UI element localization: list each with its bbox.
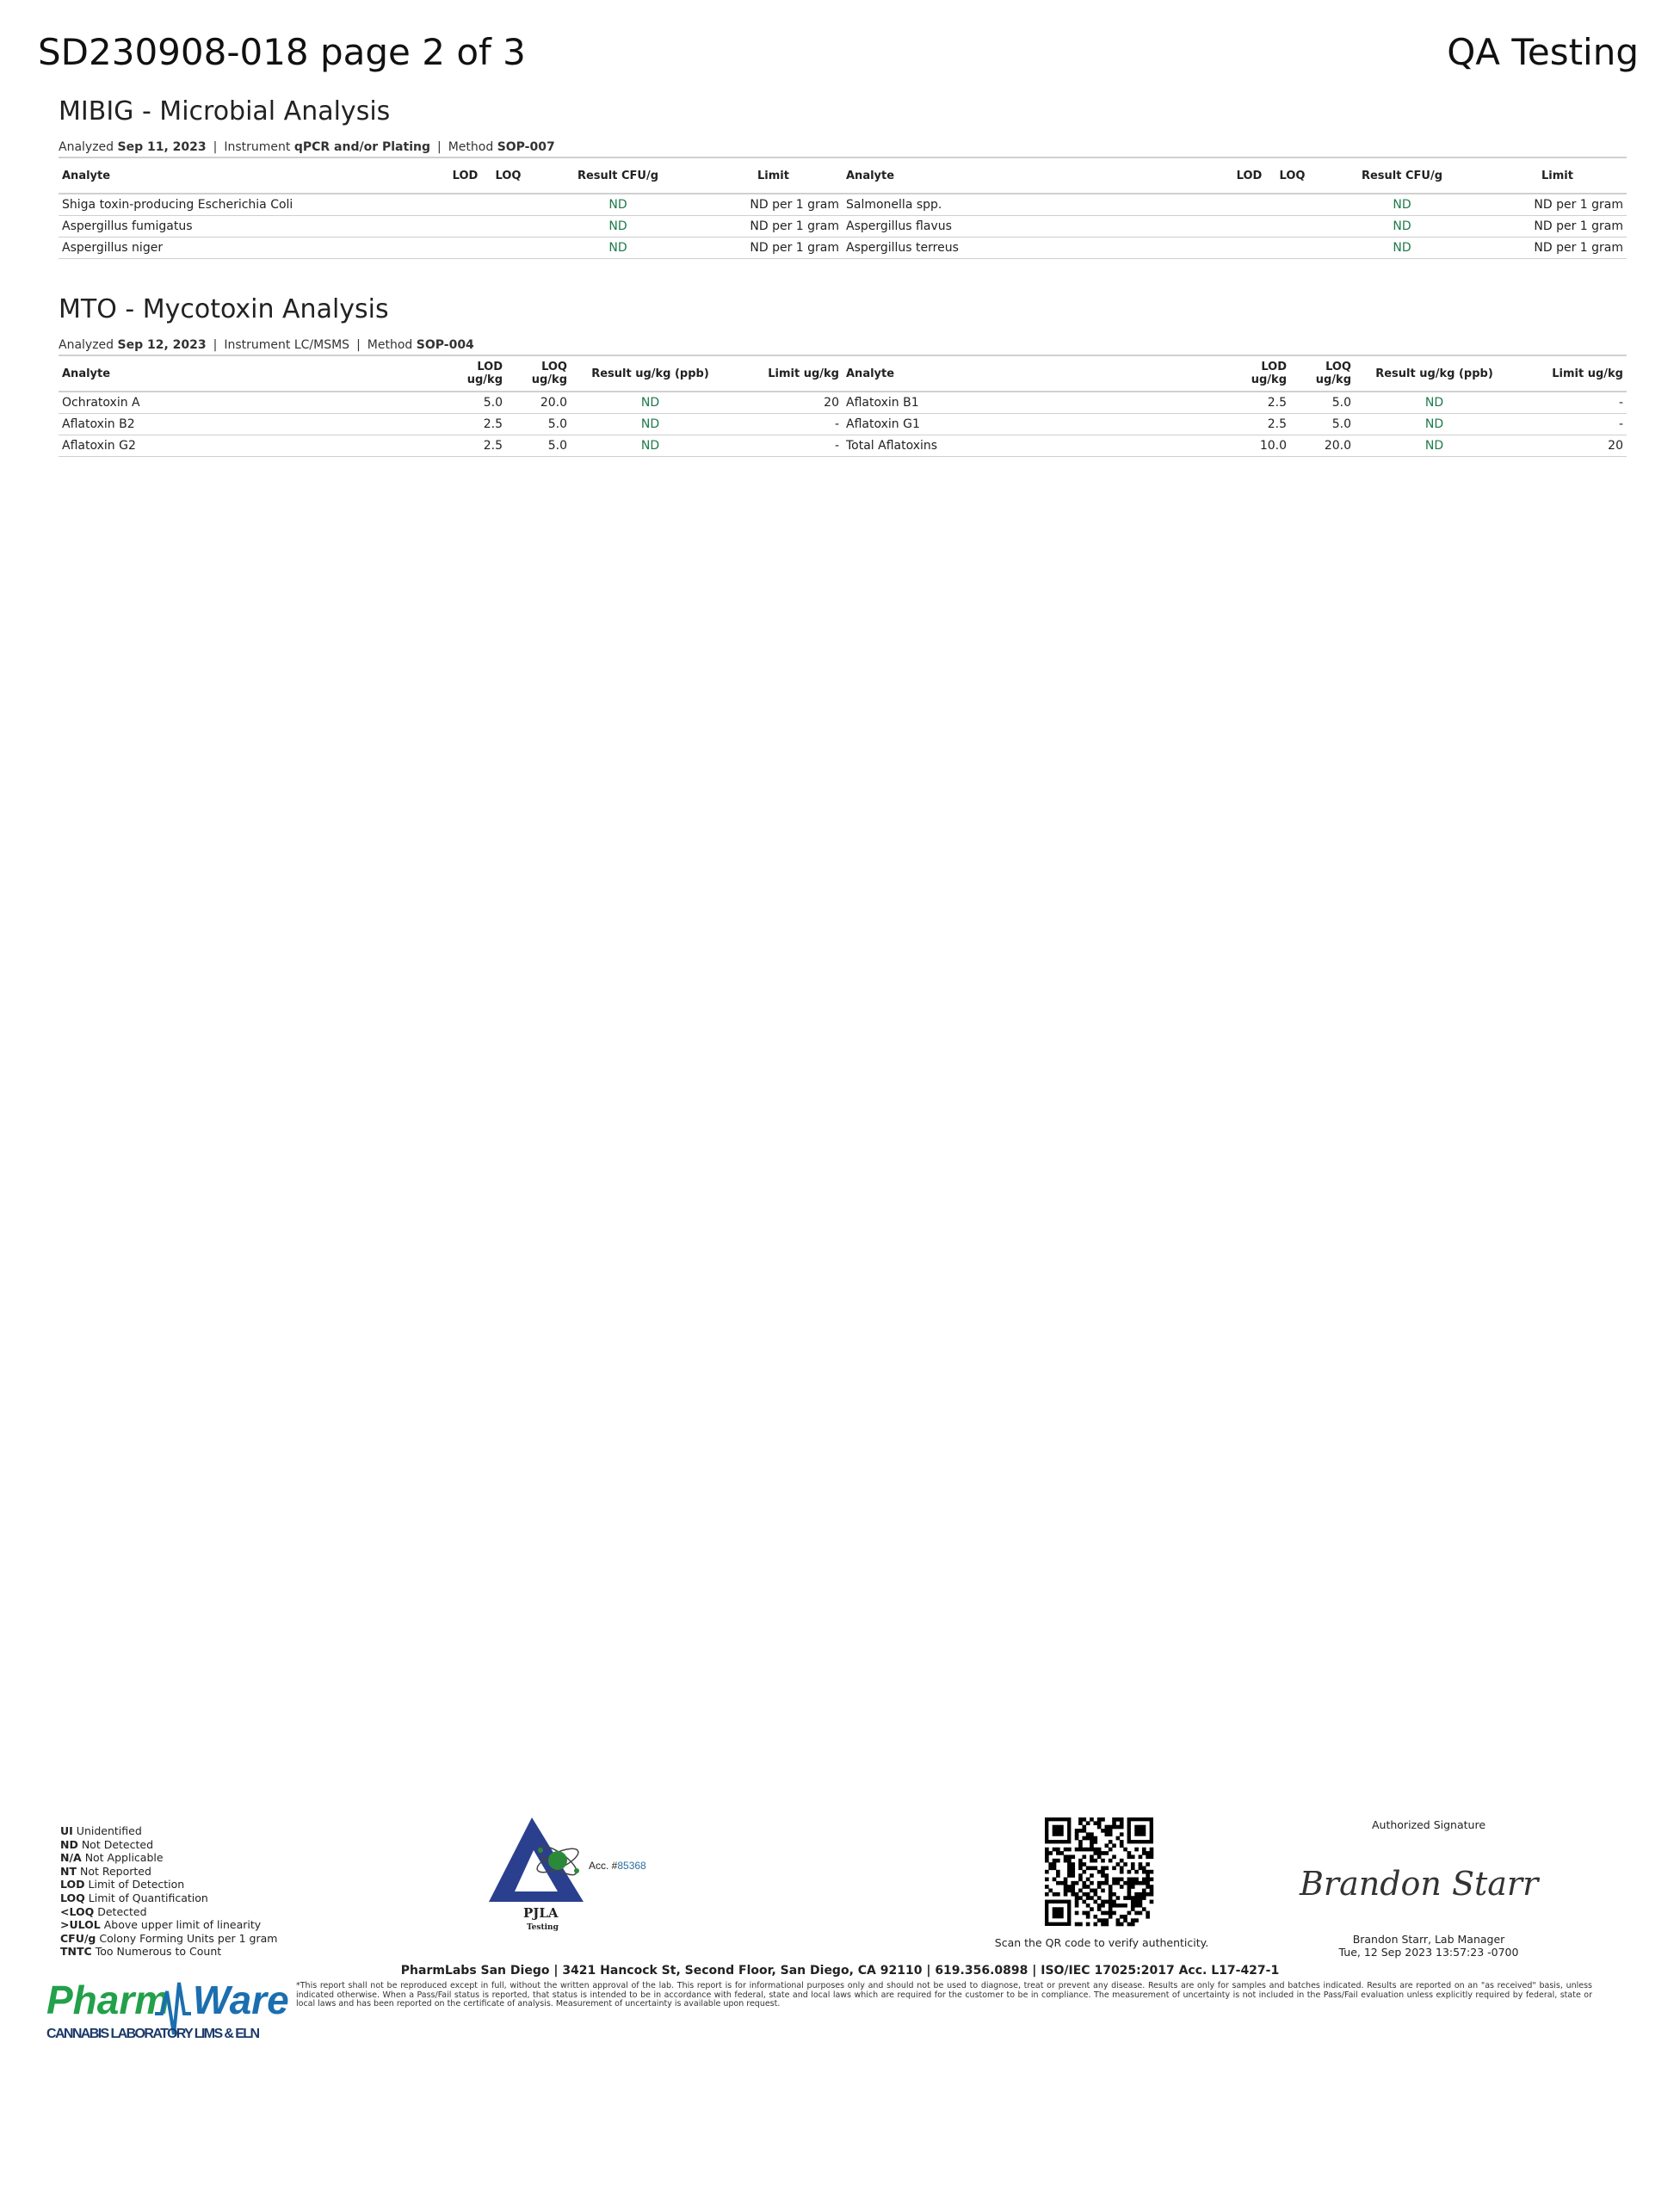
mycotoxin-table-right <box>843 355 1627 457</box>
loq-cell: 20.0 <box>506 392 571 414</box>
lod-cell <box>1230 194 1269 216</box>
pharmware-word-2: Ware <box>193 1978 289 2022</box>
col-header: Analyte <box>59 355 437 392</box>
lod-cell <box>446 238 485 259</box>
table-header-row <box>59 157 843 194</box>
lod-cell <box>1230 238 1269 259</box>
result-cell: ND <box>1316 238 1488 259</box>
limit-cell: ND per 1 gram <box>704 194 843 216</box>
limit-cell: - <box>1514 414 1627 435</box>
table-header-row <box>59 355 843 392</box>
signature-script: Brandon Starr <box>1300 1865 1539 1903</box>
col-header: Result CFU/g <box>1316 157 1488 194</box>
result-cell: ND <box>571 435 730 457</box>
microbial-table-right <box>843 157 1627 259</box>
document-title: SD230908-018 page 2 of 3 <box>38 31 526 73</box>
limit-cell: - <box>730 435 843 457</box>
pharmware-tagline: CANNABIS LABORATORY LIMS & ELN <box>46 2027 260 2041</box>
legend-item: N/A Not Applicable <box>60 1851 164 1865</box>
limit-cell: ND per 1 gram <box>1488 238 1627 259</box>
signature-timestamp: Tue, 12 Sep 2023 13:57:23 -0700 <box>1338 1946 1519 1959</box>
instrument-label: Instrument <box>224 140 291 154</box>
lod-cell: 10.0 <box>1221 435 1290 457</box>
legend-item: CFU/g Colony Forming Units per 1 gram <box>60 1931 278 1945</box>
col-header: LOQ <box>485 157 532 194</box>
result-cell: ND <box>1316 216 1488 238</box>
analyzed-date: Sep 12, 2023 <box>117 338 207 352</box>
table-row <box>843 392 1627 414</box>
col-header: Limit <box>704 157 843 194</box>
lod-cell: 5.0 <box>437 392 506 414</box>
microbial-section <box>59 93 1627 259</box>
col-header: Limit ug/kg <box>1514 355 1627 392</box>
table-row <box>59 216 843 238</box>
mycotoxin-tables <box>59 355 1627 457</box>
loq-cell: 5.0 <box>506 414 571 435</box>
verification-qr-code[interactable] <box>1045 1817 1153 1926</box>
analysis-meta: Analyzed Sep 12, 2023 | Instrument LC/MSMS | Method SOP-004 <box>59 338 474 352</box>
legend-item: UI Unidentified <box>60 1824 142 1837</box>
analyte-cell: Aflatoxin G2 <box>59 435 437 457</box>
acc-number: 85368 <box>617 1860 646 1872</box>
table-row <box>843 238 1627 259</box>
col-header: LOQ <box>1269 157 1316 194</box>
analyte-cell: Aspergillus niger <box>59 238 446 259</box>
pjla-accreditation-logo <box>489 1816 661 1933</box>
table-header-row <box>843 157 1627 194</box>
limit-cell: - <box>1514 392 1627 414</box>
table-row <box>843 216 1627 238</box>
loq-cell <box>485 216 532 238</box>
loq-cell <box>485 194 532 216</box>
limit-cell: ND per 1 gram <box>704 216 843 238</box>
analyte-cell: Aspergillus fumigatus <box>59 216 446 238</box>
result-cell: ND <box>1355 414 1514 435</box>
col-header: Result CFU/g <box>532 157 704 194</box>
signer-info <box>1308 1933 1549 1959</box>
lab-address: PharmLabs San Diego | 3421 Hancock St, Second Floor, San Diego, CA 92110 | 619.356.0898 | ISO/IEC 17025:2017 Acc. L17-427-1 <box>400 1964 1280 1978</box>
instrument-label: Instrument <box>224 338 291 352</box>
legend-item: >ULOL Above upper limit of linearity <box>60 1918 262 1932</box>
legend-item: ND Not Detected <box>60 1837 154 1851</box>
legend-item: NT Not Reported <box>60 1864 151 1878</box>
method-value: SOP-007 <box>497 140 555 154</box>
col-header: LOQ ug/kg <box>506 355 571 392</box>
limit-cell: ND per 1 gram <box>1488 216 1627 238</box>
loq-cell <box>1269 216 1316 238</box>
instrument-value: qPCR and/or Plating <box>293 140 430 154</box>
col-header: LOD <box>446 157 485 194</box>
analyte-cell: Salmonella spp. <box>843 194 1230 216</box>
qr-caption: Scan the QR code to verify authenticity. <box>994 1936 1209 1949</box>
analyzed-date: Sep 11, 2023 <box>117 140 207 154</box>
limit-cell: - <box>730 414 843 435</box>
analyzed-label: Analyzed <box>59 338 114 352</box>
col-header: Analyte <box>843 157 1230 194</box>
table-header-row <box>843 355 1627 392</box>
lod-cell <box>1230 216 1269 238</box>
result-cell: ND <box>1316 194 1488 216</box>
pharmware-word-1: Pharm <box>46 1978 170 2022</box>
table-row <box>59 238 843 259</box>
signature-icon <box>1291 1850 1575 1910</box>
lod-cell: 2.5 <box>1221 392 1290 414</box>
col-header: Result ug/kg (ppb) <box>571 355 730 392</box>
lod-cell <box>446 216 485 238</box>
microbial-tables <box>59 157 1627 259</box>
limit-cell: 20 <box>1514 435 1627 457</box>
table-row <box>59 392 843 414</box>
analyzed-label: Analyzed <box>59 140 114 154</box>
mycotoxin-section <box>59 291 1627 457</box>
loq-cell: 5.0 <box>1290 392 1355 414</box>
qr-code-icon[interactable] <box>1045 1817 1153 1926</box>
pharmware-logo <box>45 1974 289 2053</box>
col-header: Limit ug/kg <box>730 355 843 392</box>
col-header: LOQ ug/kg <box>1290 355 1355 392</box>
pharmware-logo-icon <box>45 1974 289 2053</box>
instrument-value: LC/MSMS <box>293 338 350 352</box>
table-row <box>843 194 1627 216</box>
method-value: SOP-004 <box>416 338 474 352</box>
analyte-cell: Aflatoxin B1 <box>843 392 1221 414</box>
signature-label: Authorized Signature <box>1371 1818 1486 1831</box>
limit-cell: 20 <box>730 392 843 414</box>
disclaimer-text: *This report shall not be reproduced except in full, without the written approval of the lab. This report is for informational purposes only and should not be used to diagnose, treat or prevent any disease. Results are only for samples and batches indicated. Results are reported on an "as received" basis, unless indicated otherwise. When a Pass/Fail status is reported, that status is intended to be in accordance with federal, state and local laws which are required for the customer to be in compliance. The measurement of uncertainty is not included in the Pass/Fail evaluation unless explicitly required by federal, state or local laws and has been reported on the certificate of analysis. Measurement of uncertainty is available upon request. <box>296 1981 1592 2009</box>
pjla-logo-text: PJLA <box>523 1905 559 1921</box>
loq-cell <box>1269 238 1316 259</box>
handwritten-signature <box>1291 1850 1575 1910</box>
col-header: Result ug/kg (ppb) <box>1355 355 1514 392</box>
col-header: Analyte <box>59 157 446 194</box>
col-header: Limit <box>1488 157 1627 194</box>
loq-cell: 5.0 <box>1290 414 1355 435</box>
lod-cell: 2.5 <box>437 414 506 435</box>
limit-cell: ND per 1 gram <box>704 238 843 259</box>
result-cell: ND <box>532 194 704 216</box>
table-row <box>59 194 843 216</box>
result-cell: ND <box>571 392 730 414</box>
loq-cell <box>485 238 532 259</box>
col-header: LOD ug/kg <box>437 355 506 392</box>
section-title: MIBIG - Microbial Analysis <box>59 96 391 127</box>
analyte-cell: Aflatoxin G1 <box>843 414 1221 435</box>
lod-cell: 2.5 <box>1221 414 1290 435</box>
analyte-cell: Total Aflatoxins <box>843 435 1221 457</box>
loq-cell: 5.0 <box>506 435 571 457</box>
method-label: Method <box>448 140 494 154</box>
table-row <box>59 414 843 435</box>
table-row <box>843 414 1627 435</box>
section-title: MTO - Mycotoxin Analysis <box>59 294 389 324</box>
acc-label: Acc. # <box>589 1860 618 1872</box>
brand-title: QA Testing <box>1447 31 1639 73</box>
table-row <box>59 435 843 457</box>
lod-cell <box>446 194 485 216</box>
result-cell: ND <box>571 414 730 435</box>
microbial-table-left <box>59 157 843 259</box>
result-cell: ND <box>532 216 704 238</box>
result-cell: ND <box>532 238 704 259</box>
col-header: LOD <box>1230 157 1269 194</box>
svg-text:Acc. #85368 <box>589 1860 646 1872</box>
col-header: Analyte <box>843 355 1221 392</box>
pjla-logo-sub: Testing <box>527 1923 559 1932</box>
analysis-meta: Analyzed Sep 11, 2023 | Instrument qPCR and/or Plating | Method SOP-007 <box>59 140 555 154</box>
analyte-cell: Aspergillus terreus <box>843 238 1230 259</box>
analyte-cell: Aspergillus flavus <box>843 216 1230 238</box>
loq-cell <box>1269 194 1316 216</box>
signer-name: Brandon Starr, Lab Manager <box>1352 1933 1505 1946</box>
mycotoxin-table-left <box>59 355 843 457</box>
loq-cell: 20.0 <box>1290 435 1355 457</box>
pjla-logo-icon <box>489 1816 661 1933</box>
method-label: Method <box>367 338 413 352</box>
result-cell: ND <box>1355 392 1514 414</box>
legend-item: TNTC Too Numerous to Count <box>60 1945 222 1959</box>
analyte-cell: Shiga toxin-producing Escherichia Coli <box>59 194 446 216</box>
lod-cell: 2.5 <box>437 435 506 457</box>
limit-cell: ND per 1 gram <box>1488 194 1627 216</box>
legend-item: LOD Limit of Detection <box>60 1878 185 1891</box>
legend-item: <LOQ Detected <box>60 1904 147 1918</box>
abbreviation-legend <box>60 1824 277 1959</box>
result-cell: ND <box>1355 435 1514 457</box>
legend-item: LOQ Limit of Quantification <box>60 1891 208 1904</box>
col-header: LOD ug/kg <box>1221 355 1290 392</box>
analyte-cell: Ochratoxin A <box>59 392 437 414</box>
analyte-cell: Aflatoxin B2 <box>59 414 437 435</box>
table-row <box>843 435 1627 457</box>
